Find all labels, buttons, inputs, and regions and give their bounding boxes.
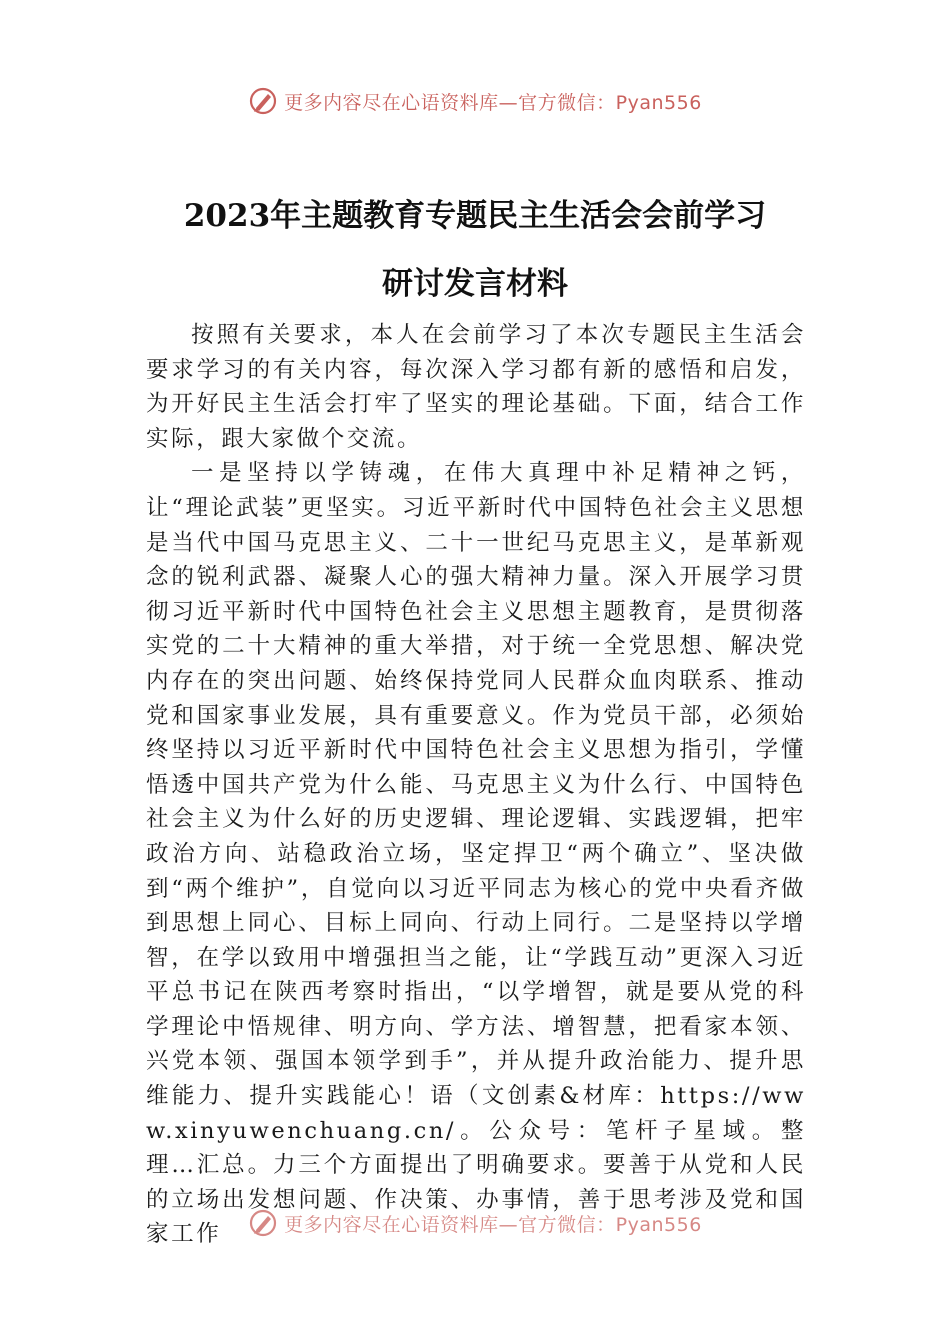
pen-logo-icon [248,1208,278,1238]
document-title-line1: 2023年主题教育专题民主生活会会前学习 [183,198,767,234]
document-title-line2: 研讨发言材料 [382,266,568,302]
footer-watermark [0,1208,950,1238]
header-watermark [0,86,950,116]
watermark-text: 更多内容尽在心语资料库—官方微信：Pyan556 [284,1213,702,1236]
paragraph-2: 一是坚持以学铸魂，在伟大真理中补足精神之钙，让“理论武装”更坚实。习近平新时代中国特色社会主义思想是当代中国马克思主义、二十一世纪马克思主义，是革新观念的锐利武器、凝聚人心的强大精神力量。深入开展学习贯彻习近平新时代中国特色社会主义思想主题教育，是贯彻落实党的二十大精神的重大举措，对于统一全党思想、解决党内存在的突出问题、始终保持党同人民群众血肉联系、推动党和国家事业发展，具有重要意义。作为党员干部，必须始终坚持以习近平新时代中国特色社会主义思想为指引，学懂悟透中国共产党为什么能、马克思主义为什么行、中国特色社会主义为什么好的历史逻辑、理论逻辑、实践逻辑，把牢政治方向、站稳政治立场，坚定捍卫“两个确立”、坚决做到“两个维护”，自觉向以习近平同志为核心的党中央看齐做到思想上同心、目标上同向、行动上同行。二是坚持以学增智，在学以致用中增强担当之能，让“学践互动”更深入习近平总书记在陕西考察时指出，“以学增智，就是要从党的科学理论中悟规律、明方向、学方法、增智慧，把看家本领、兴党本领、强国本领学到手”，并从提升政治能力、提升思维能力、提升实践能心！语（文创素&材库：https://www.xinyuwenchuang.cn/。公众号：笔杆子星域。整理…汇总。力三个方面提出了明确要求。要善于从党和人民的立场出发想问题、作决策、办事情，善于思考涉及党和国家工作 [146,460,806,1248]
paragraph-1: 按照有关要求，本人在会前学习了本次专题民主生活会要求学习的有关内容，每次深入学习都有新的感悟和启发，为开好民主生活会打牢了坚实的理论基础。下面，结合工作实际，跟大家做个交流。 [146,322,806,452]
pen-logo-icon [248,86,278,116]
watermark-text: 更多内容尽在心语资料库—官方微信：Pyan556 [284,91,702,114]
